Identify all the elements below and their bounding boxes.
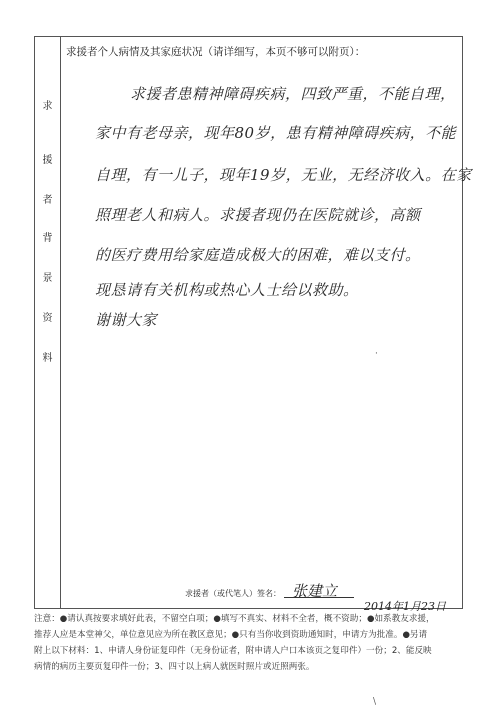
handwritten-line: 谢谢大家 xyxy=(95,311,158,329)
side-label-char: 景 xyxy=(42,273,53,284)
handwritten-line: 照理老人和病人。求援者现仍在医院就诊，高额 xyxy=(95,206,421,224)
background-info-frame xyxy=(34,36,472,609)
handwritten-line: 家中有老母亲，现年80岁，患有精神障碍疾病，不能 xyxy=(95,124,457,142)
signature-underline xyxy=(284,597,354,598)
notice-line: 附上以下材料：1、申请人身份证复印件（无身份证者，附申请人户口本该页之复印件）一份；2、能反映 xyxy=(34,646,432,656)
stray-mark: \ xyxy=(373,697,377,707)
handwritten-line: 求援者患精神障碍疾病，四致严重，不能自理， xyxy=(130,85,456,103)
stray-mark: · xyxy=(375,349,378,359)
handwritten-line: 自理，有一儿子，现年19岁，无业，无经济收入。在家 xyxy=(95,166,472,184)
side-label-char: 援 xyxy=(42,155,53,166)
side-label-char: 料 xyxy=(42,353,53,364)
section-heading: 求援者个人病情及其家庭状况（请详细写，本页不够可以附页）： xyxy=(66,46,366,58)
signature-date: 2014年1月23日 xyxy=(364,600,446,613)
signature-label: 求援者（或代笔人）签名： xyxy=(185,589,281,598)
side-label-char: 资 xyxy=(42,313,53,324)
notice-line: 病情的病历主要页复印件一份；3、四寸以上病人就医时照片或近照两张。 xyxy=(34,662,315,672)
notice-text xyxy=(34,611,468,675)
handwritten-line: 现恳请有关机构或热心人士给以救助。 xyxy=(95,281,359,299)
notice-line: 注意：●请认真按要求填好此表，不留空白项；●填写不真实、材料不全者，概不资助；●如系教友求援， xyxy=(34,614,435,624)
handwritten-line: 的医疗费用给家庭造成极大的困难，难以支付。 xyxy=(95,246,421,264)
signature-name: 张建立 xyxy=(292,582,338,600)
notice-line: 推荐人应是本堂神父，单位意见应为所在教区意见；●只有当你收到资助通知时，申请方为批准。●另请 xyxy=(34,630,428,640)
side-label-column xyxy=(35,37,61,608)
side-label-char: 求 xyxy=(42,101,53,112)
side-label-char: 背 xyxy=(42,233,53,244)
side-label-char: 者 xyxy=(42,195,53,206)
